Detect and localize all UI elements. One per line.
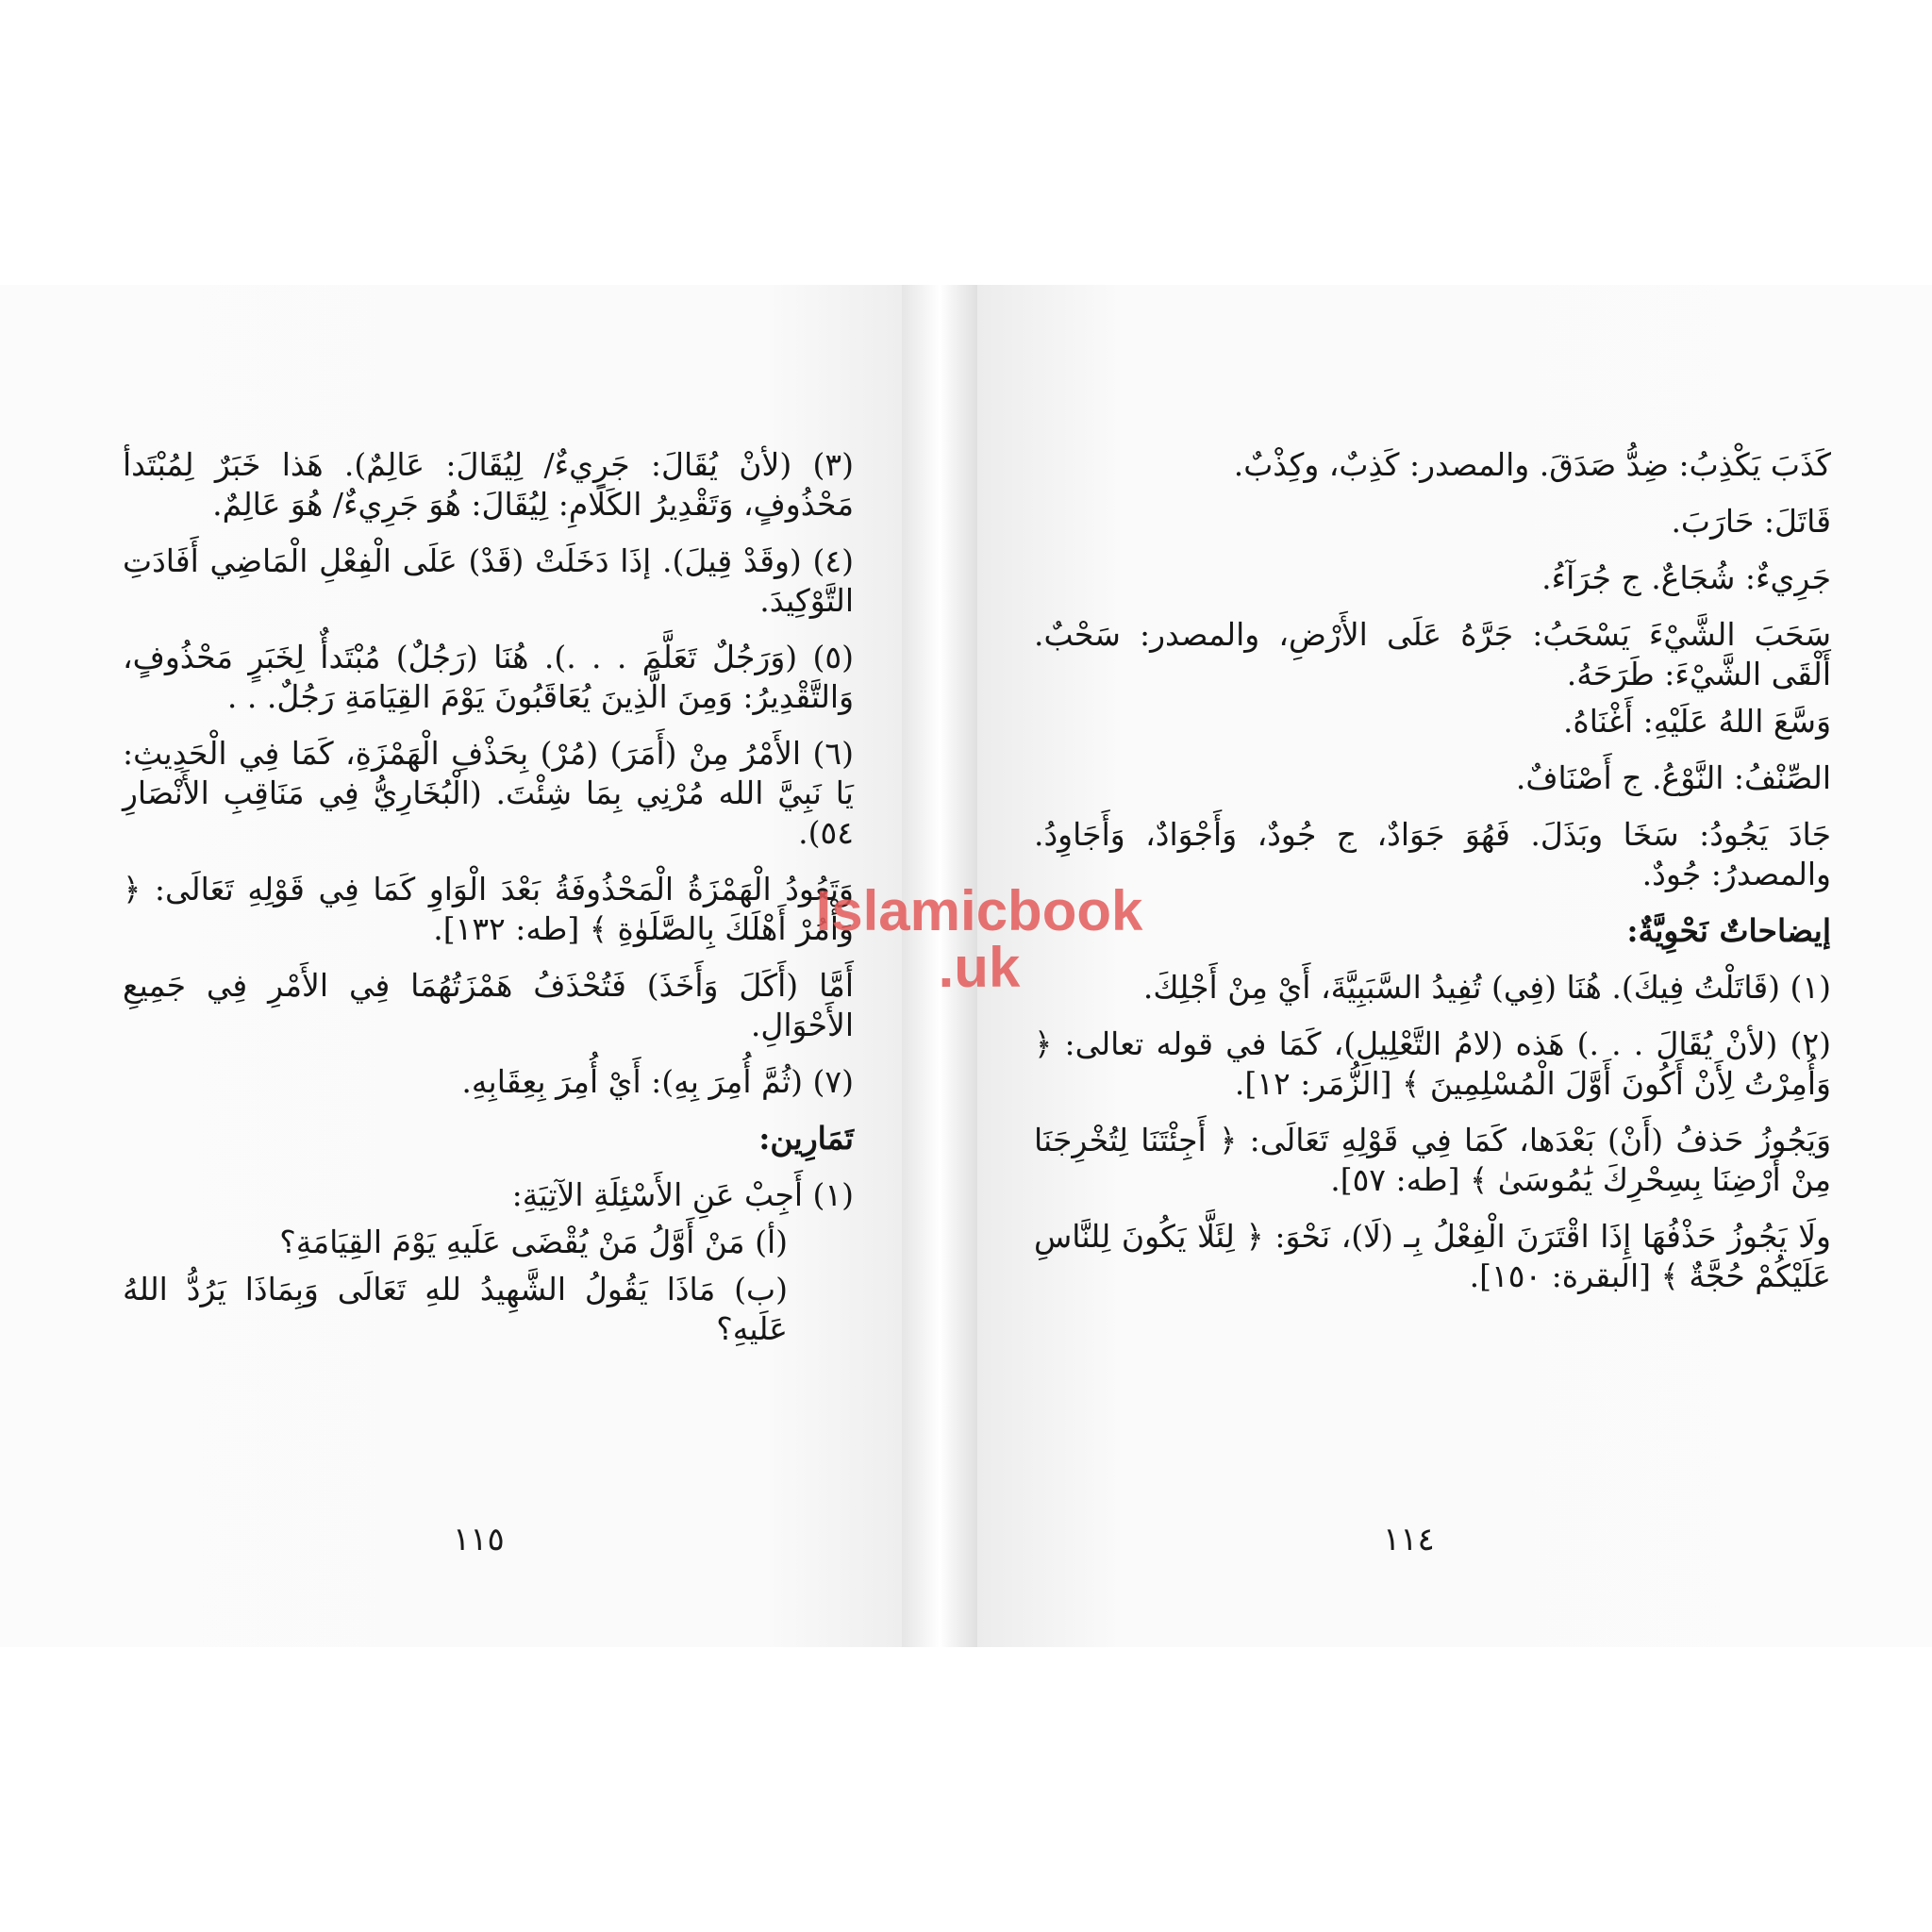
note-7: (٧) (ثُمَّ أُمِرَ بِهِ): أَيْ أُمِرَ بِعِقَابِهِ. xyxy=(461,1063,854,1100)
grammar-note-2: (٢) (لأنْ يُقَالَ . . .) هَذه (لامُ التَّعْلِيلِ)، كَمَا في قوله تعالى: ﴿ وَأُمِرْتُ لِأَنْ أَكُونَ أَوَّلَ الْمُسْلِمِينَ ﴾ [الزُّمَر: ١٢]. xyxy=(1034,1025,1831,1102)
vocab-sinf: الصِّنْفُ: النَّوْعُ. ج أَصْنَافٌ. xyxy=(1515,759,1831,796)
note-6-continued: وَتَعُودُ الْهَمْزَةُ الْمَحْذُوفَةُ بَعْدَ الْوَاوِ كَمَا فِي قَوْلِهِ تَعَالَى: ﴿ وَأْمُرْ أَهْلَكَ بِالصَّلَوٰةِ ﴾ [طه: ١٣٢]. xyxy=(123,871,854,947)
left-page xyxy=(0,285,902,1647)
grammar-note-2-continued: وَيَجُوزُ حَذفُ (أَنْ) بَعْدَها، كَمَا فِي قَوْلِهِ تَعَالَى: ﴿ أَجِئْتَنَا لِتُخْرِجَنَا مِنْ أَرْضِنَا بِسِحْرِكَ يَٰمُوسَىٰ ﴾ [طه: ٥٧]. xyxy=(1034,1122,1831,1198)
exercises-heading: تَمَارِين: xyxy=(758,1120,854,1157)
grammar-notes-heading: إيضاحاتٌ نَحْوِيَّةٌ: xyxy=(1626,912,1831,949)
vocab-sahaba: سَحَبَ الشَّيْءَ يَسْحَبُ: جَرَّهُ عَلَى الأَرْضِ، والمصدر: سَحْبٌ. أَلْقَى الشَّيْءَ: طَرَحَهُ. xyxy=(1034,616,1831,692)
note-5: (٥) (وَرَجُلٌ تَعَلَّمَ . . .). هُنَا (رَجُلٌ) مُبْتَدأٌ لِخَبَرٍ مَحْذُوفٍ، وَالتَّقْدِيرُ: وَمِنَ الَّذِينَ يُعَاقَبُونَ يَوْمَ القِيَامَةِ رَجُلٌ. . . xyxy=(123,639,854,715)
grammar-note-2-la: ولَا يَجُوزُ حَذْفُهَا إِذَا اقْتَرَنَ الْفِعْلُ بِـ (لَا)، نَحْوَ: ﴿ لِئَلَّا يَكُونَ لِلنَّاسِ عَلَيْكُمْ حُجَّةٌ ﴾ [البقرة: ١٥٠]. xyxy=(1034,1218,1831,1294)
note-6: (٦) الأَمْرُ مِنْ (أَمَرَ) (مُرْ) بِحَذْفِ الْهَمْزَةِ، كَمَا فِي الْحَدِيثِ: يَا نَبِيَّ الله مُرْنِي بِمَا شِئْتَ. (الْبُخَارِيُّ فِي مَنَاقِبِ الأَنْصَارِ ٥٤). xyxy=(123,735,854,851)
grammar-note-1: (١) (قَاتَلْتُ فِيكَ). هُنَا (فِي) تُفِيدُ السَّبَبِيَّةَ، أَيْ مِنْ أَجْلِكَ. xyxy=(1142,969,1831,1006)
watermark xyxy=(809,879,1149,999)
exercise-1-intro: (١) أَجِبْ عَنِ الأَسْئِلَةِ الآتِيَةِ: xyxy=(511,1176,854,1213)
watermark-line-2: .uk xyxy=(938,936,1021,999)
note-3: (٣) (لأنْ يُقَالَ: جَرِيءٌ/ لِيُقَالَ: عَالِمٌ). هَذا خَبَرٌ لِمُبْتَدأ مَحْذُوفٍ، وَتَقْدِيرُ الكَلَامِ: لِيُقَالَ: هُوَ جَرِيءٌ/ هُوَ عَالِمٌ. xyxy=(123,446,854,523)
vocab-qatala: قَاتَلَ: حَارَبَ. xyxy=(1671,503,1831,540)
right-page-text xyxy=(1034,445,1831,1313)
vocab-wassaa: وَسَّعَ اللهُ عَلَيْهِ: أَغْنَاهُ. xyxy=(1562,703,1831,740)
exercise-question-a: (أ) مَنْ أَوَّلُ مَنْ يُقْضَى عَلَيهِ يَوْمَ القِيَامَةِ؟ xyxy=(279,1224,788,1260)
note-6-akala: أَمَّا (أَكَلَ وَأَخَذَ) فَتُحْذَفُ هَمْزَتُهُمَا فِي الأَمْرِ فِي جَمِيعِ الأَحْوَالِ. xyxy=(123,967,854,1043)
vocab-kadhaba: كَذَبَ يَكْذِبُ: ضِدُّ صَدَقَ. والمصدر: كَذِبٌ، وكِذْبٌ. xyxy=(1233,446,1831,483)
note-4: (٤) (وقَدْ قِيلَ). إذَا دَخَلَتْ (قَدْ) عَلَى الْفِعْلِ الْمَاضِي أَفَادَتِ التَّوْكِيدَ. xyxy=(123,542,854,619)
page-number-right: ١١٤ xyxy=(1383,1521,1435,1558)
page-number-left: ١١٥ xyxy=(453,1521,505,1558)
vocab-jari: جَرِيءٌ: شُجَاعٌ. ج جُرَآءُ. xyxy=(1541,559,1831,596)
watermark-line-1: Islamicbook xyxy=(815,879,1143,942)
left-page-text xyxy=(123,445,854,1357)
exercise-question-b: (ب) مَاذَا يَقُولُ الشَّهِيدُ للهِ تَعَالَى وَبِمَاذَا يَرُدُّ اللهُ عَلَيهِ؟ xyxy=(123,1271,788,1347)
vocab-jada: جَادَ يَجُودُ: سَخَا وبَذَلَ. فَهُوَ جَوَادٌ، ج جُودٌ، وَأَجْوَادٌ، وَأَجَاوِدُ. والمصدرُ: جُودٌ. xyxy=(1034,816,1831,892)
